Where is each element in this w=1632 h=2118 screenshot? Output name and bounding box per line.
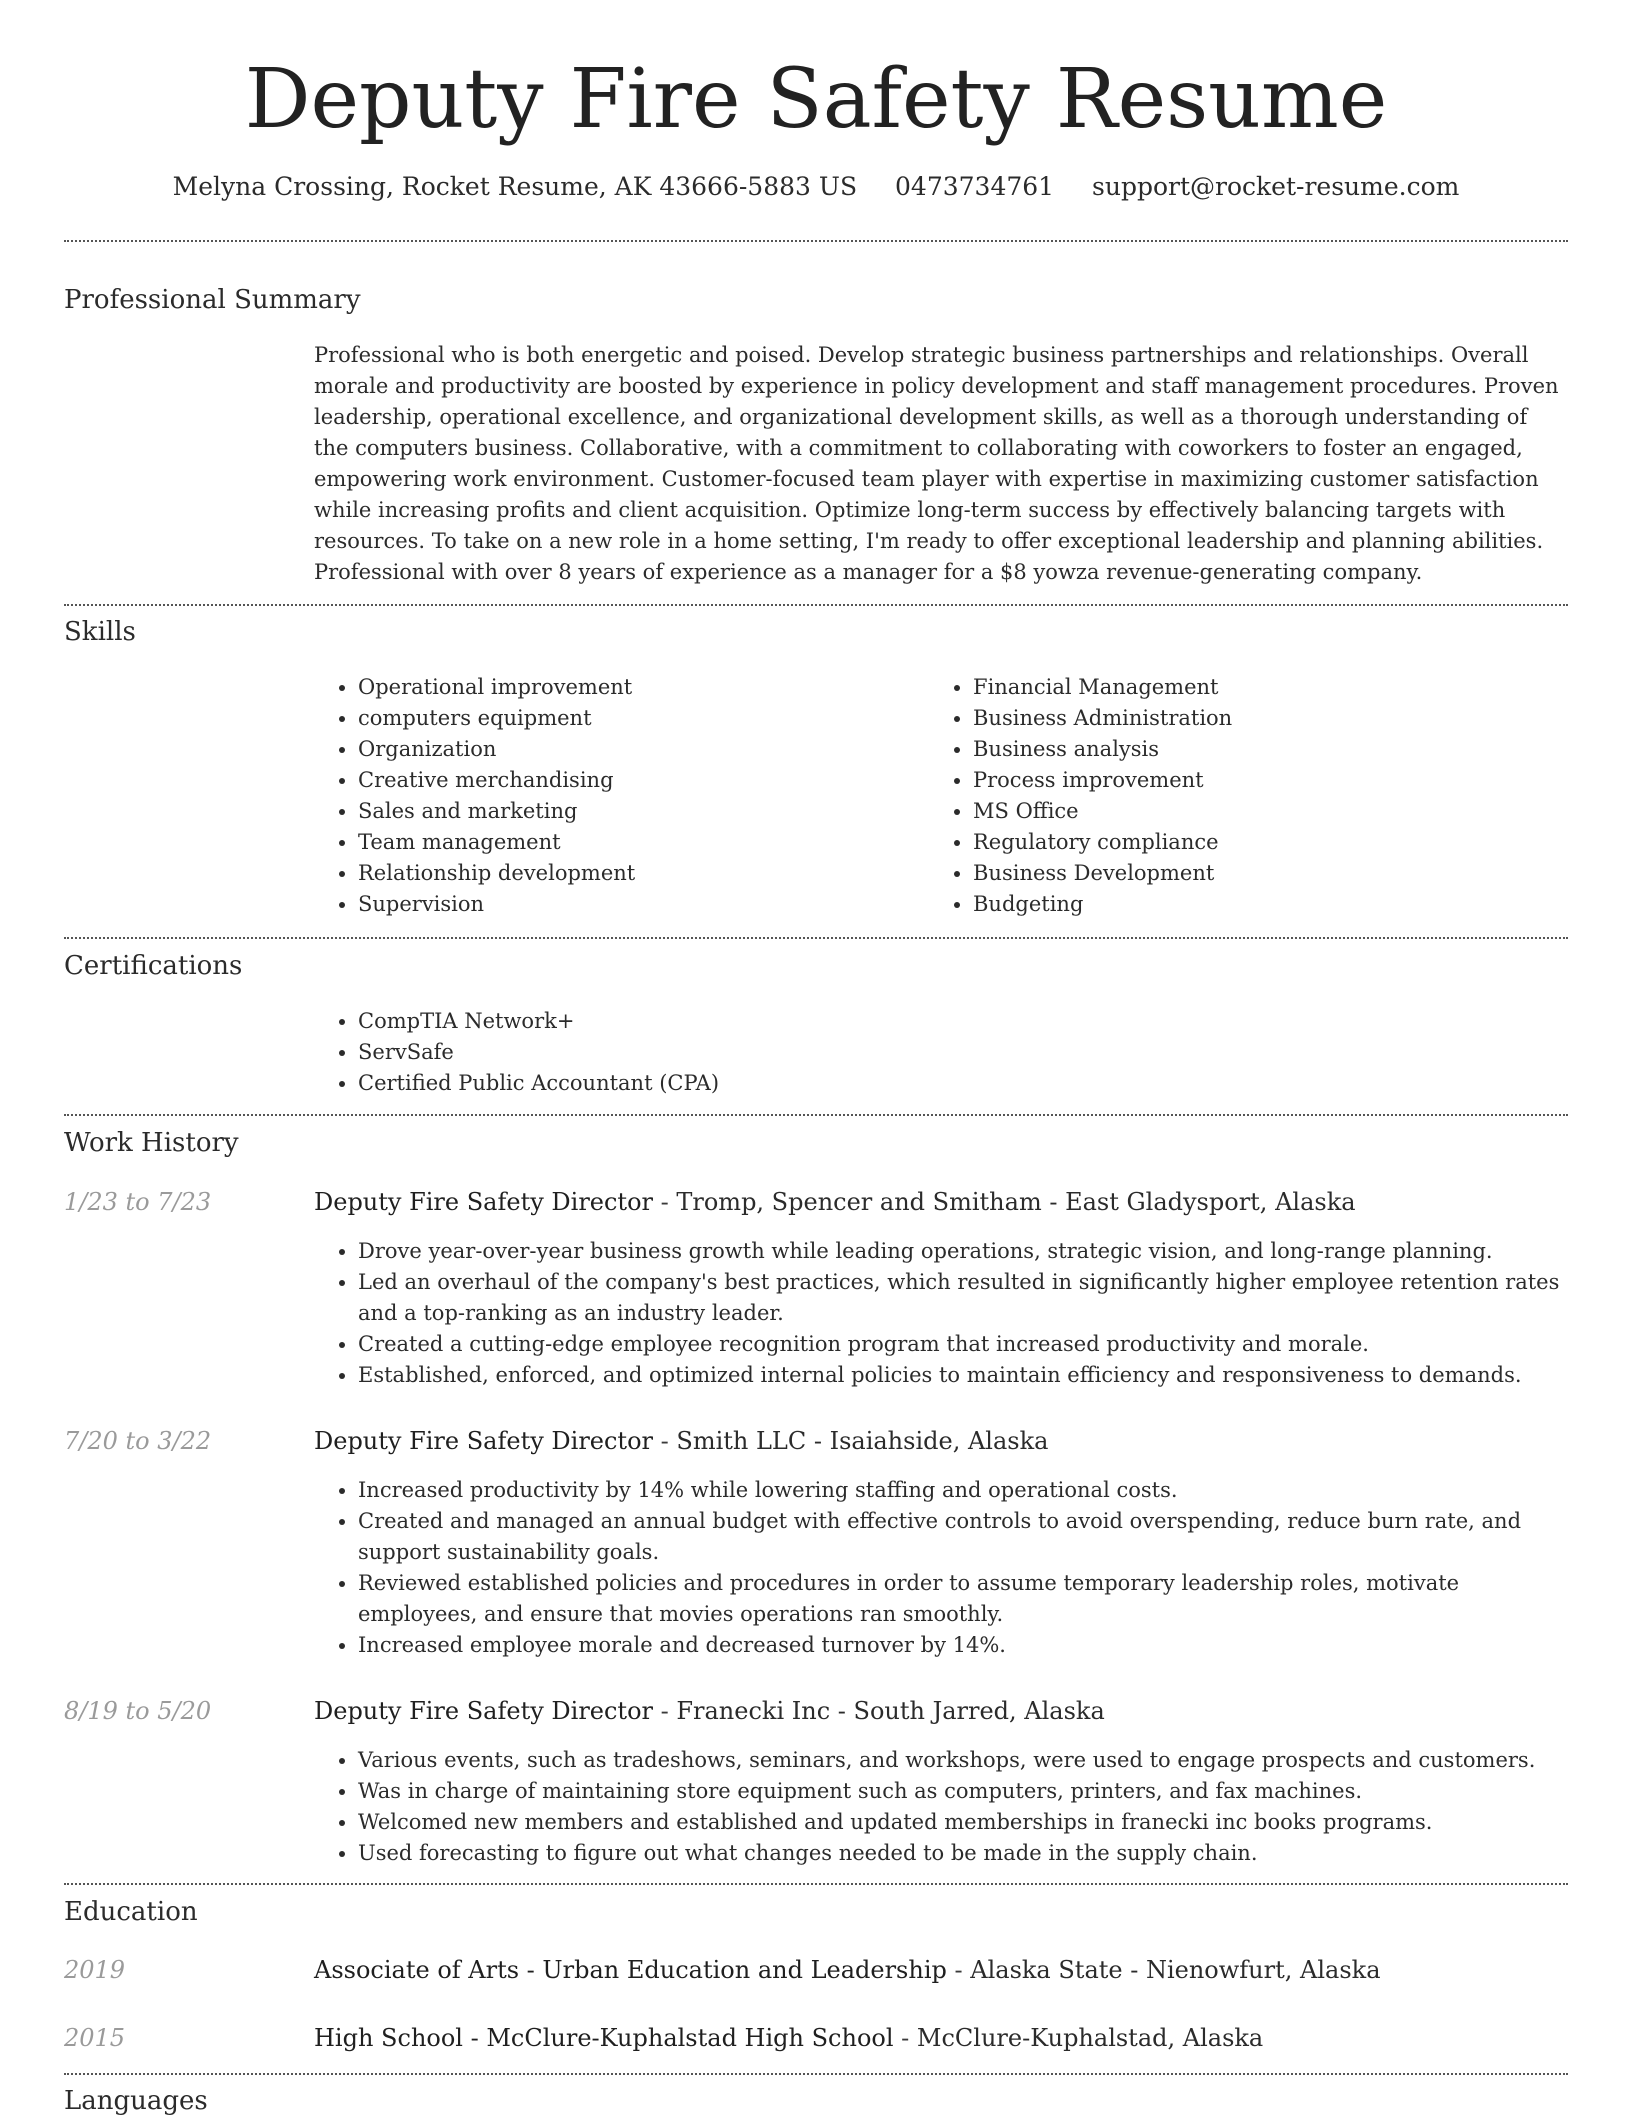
skill-item: • Organization <box>358 734 958 765</box>
skill-item: • Business Development <box>973 858 1573 889</box>
contact-phone: 0473734761 <box>895 172 1055 201</box>
job-title: Deputy Fire Safety Director <box>314 1188 653 1216</box>
summary-section <box>314 340 1568 588</box>
section-divider <box>64 2073 1568 2075</box>
skill-item: • Creative merchandising <box>358 765 958 796</box>
education-details: McClure-Kuphalstad, Alaska <box>916 2024 1264 2052</box>
section-divider <box>64 604 1568 606</box>
job-bullet-list <box>314 1475 1568 1661</box>
skills-list-left <box>314 672 958 920</box>
job-bullets <box>314 1236 1568 1391</box>
education-separator: - <box>946 1956 971 1984</box>
job-bullet: • Welcomed new members and established and updated memberships in franecki inc books programs. <box>358 1807 1568 1838</box>
education-entry <box>314 2021 1568 2055</box>
job-separator: - <box>653 1427 677 1455</box>
job-bullets <box>314 1475 1568 1661</box>
job-bullet: • Reviewed established policies and procedures in order to assume temporary leadership roles, motivate employees, and ensure that movies operations ran smoothly. <box>358 1568 1568 1630</box>
job-title: Deputy Fire Safety Director <box>314 1697 653 1725</box>
job-bullet: • Was in charge of maintaining store equipment such as computers, printers, and fax machines. <box>358 1776 1568 1807</box>
education-date: 2015 <box>64 2024 126 2052</box>
section-divider <box>64 1114 1568 1116</box>
job-header <box>314 1185 1568 1219</box>
skill-item: • Business Administration <box>973 703 1573 734</box>
certification-item: • CompTIA Network+ <box>358 1006 1568 1037</box>
resume-title: Deputy Fire Safety Resume <box>244 52 1388 147</box>
job-details: Franecki Inc - South Jarred, Alaska <box>676 1697 1105 1725</box>
job-date: 1/23 to 7/23 <box>64 1188 212 1216</box>
education-date: 2019 <box>64 1956 126 1984</box>
certifications-list <box>314 1006 1568 1099</box>
education-entry <box>314 1953 1568 1987</box>
languages-heading: Languages <box>64 2086 208 2116</box>
job-bullet: • Increased productivity by 14% while lowering staffing and operational costs. <box>358 1475 1568 1506</box>
skill-item: • Supervision <box>358 889 958 920</box>
job-bullet: • Increased employee morale and decreased turnover by 14%. <box>358 1630 1568 1661</box>
job-bullet-list <box>314 1236 1568 1391</box>
section-divider <box>64 240 1568 242</box>
job-bullet: • Created a cutting-edge employee recognition program that increased productivity and morale. <box>358 1329 1568 1360</box>
job-separator: - <box>653 1697 677 1725</box>
section-divider <box>64 1883 1568 1885</box>
education-title: Associate of Arts - Urban Education and Leadership <box>314 1956 947 1984</box>
skills-section <box>314 672 1568 922</box>
job-separator: - <box>653 1188 677 1216</box>
contact-address: Melyna Crossing, Rocket Resume, AK 43666-5883 US <box>172 172 858 201</box>
skill-item: • Sales and marketing <box>358 796 958 827</box>
contact-line <box>64 170 1568 204</box>
summary-text: Professional who is both energetic and poised. Develop strategic business partnerships and relationships. Overall morale and productivity are boosted by experience in policy development and staff management procedures. Proven leadership, operational excellence, and organizational development skills, as well as a thorough understanding of the computers business. Collaborative, with a commitment to collaborating with coworkers to foster an engaged, empowering work environment. Customer-focused team player with expertise in maximizing customer satisfaction while increasing profits and client acquisition. Optimize long-term success by effectively balancing targets with resources. To take on a new role in a home setting, I'm ready to offer exceptional leadership and planning abilities. Professional with over 8 years of experience as a manager for a $8 yowza revenue-generating company. <box>314 343 1559 584</box>
job-bullet: • Established, enforced, and optimized internal policies to maintain efficiency and responsiveness to demands. <box>358 1360 1568 1391</box>
skill-item: • Budgeting <box>973 889 1573 920</box>
job-header <box>314 1694 1568 1728</box>
job-bullet: • Created and managed an annual budget with effective controls to avoid overspending, reduce burn rate, and support sustainability goals. <box>358 1506 1568 1568</box>
skill-item: • MS Office <box>973 796 1573 827</box>
job-date: 8/19 to 5/20 <box>64 1697 212 1725</box>
education-details: Alaska State - Nienowfurt, Alaska <box>970 1956 1381 1984</box>
job-date: 7/20 to 3/22 <box>64 1427 212 1455</box>
job-header <box>314 1424 1568 1458</box>
certifications-section <box>314 1006 1568 1099</box>
skills-list-right <box>929 672 1573 920</box>
certifications-heading: Certifications <box>64 951 243 981</box>
skill-item: • Relationship development <box>358 858 958 889</box>
skill-item: • Process improvement <box>973 765 1573 796</box>
education-heading: Education <box>64 1897 198 1927</box>
education-title: High School - McClure-Kuphalstad High School <box>314 2024 894 2052</box>
summary-heading: Professional Summary <box>64 285 361 315</box>
skill-item: • computers equipment <box>358 703 958 734</box>
education-separator: - <box>893 2024 917 2052</box>
job-details: Smith LLC - Isaiahside, Alaska <box>676 1427 1049 1455</box>
skill-item: • Financial Management <box>973 672 1573 703</box>
section-divider <box>64 937 1568 939</box>
skill-item: • Team management <box>358 827 958 858</box>
work-history-heading: Work History <box>64 1128 239 1158</box>
certification-item: • Certified Public Accountant (CPA) <box>358 1068 1568 1099</box>
job-bullet-list <box>314 1745 1568 1869</box>
job-bullets <box>314 1745 1568 1869</box>
job-details: Tromp, Spencer and Smitham - East Gladysport, Alaska <box>676 1188 1356 1216</box>
skills-heading: Skills <box>64 617 136 647</box>
skill-item: • Regulatory compliance <box>973 827 1573 858</box>
skill-item: • Business analysis <box>973 734 1573 765</box>
job-bullet: • Various events, such as tradeshows, seminars, and workshops, were used to engage prospects and customers. <box>358 1745 1568 1776</box>
job-bullet: • Led an overhaul of the company's best practices, which resulted in significantly higher employee retention rates and a top-ranking as an industry leader. <box>358 1267 1568 1329</box>
job-bullet: • Drove year-over-year business growth while leading operations, strategic vision, and long-range planning. <box>358 1236 1568 1267</box>
job-title: Deputy Fire Safety Director <box>314 1427 653 1455</box>
skill-item: • Operational improvement <box>358 672 958 703</box>
certification-item: • ServSafe <box>358 1037 1568 1068</box>
job-bullet: • Used forecasting to figure out what changes needed to be made in the supply chain. <box>358 1838 1568 1869</box>
contact-email: support@rocket-resume.com <box>1092 172 1460 201</box>
